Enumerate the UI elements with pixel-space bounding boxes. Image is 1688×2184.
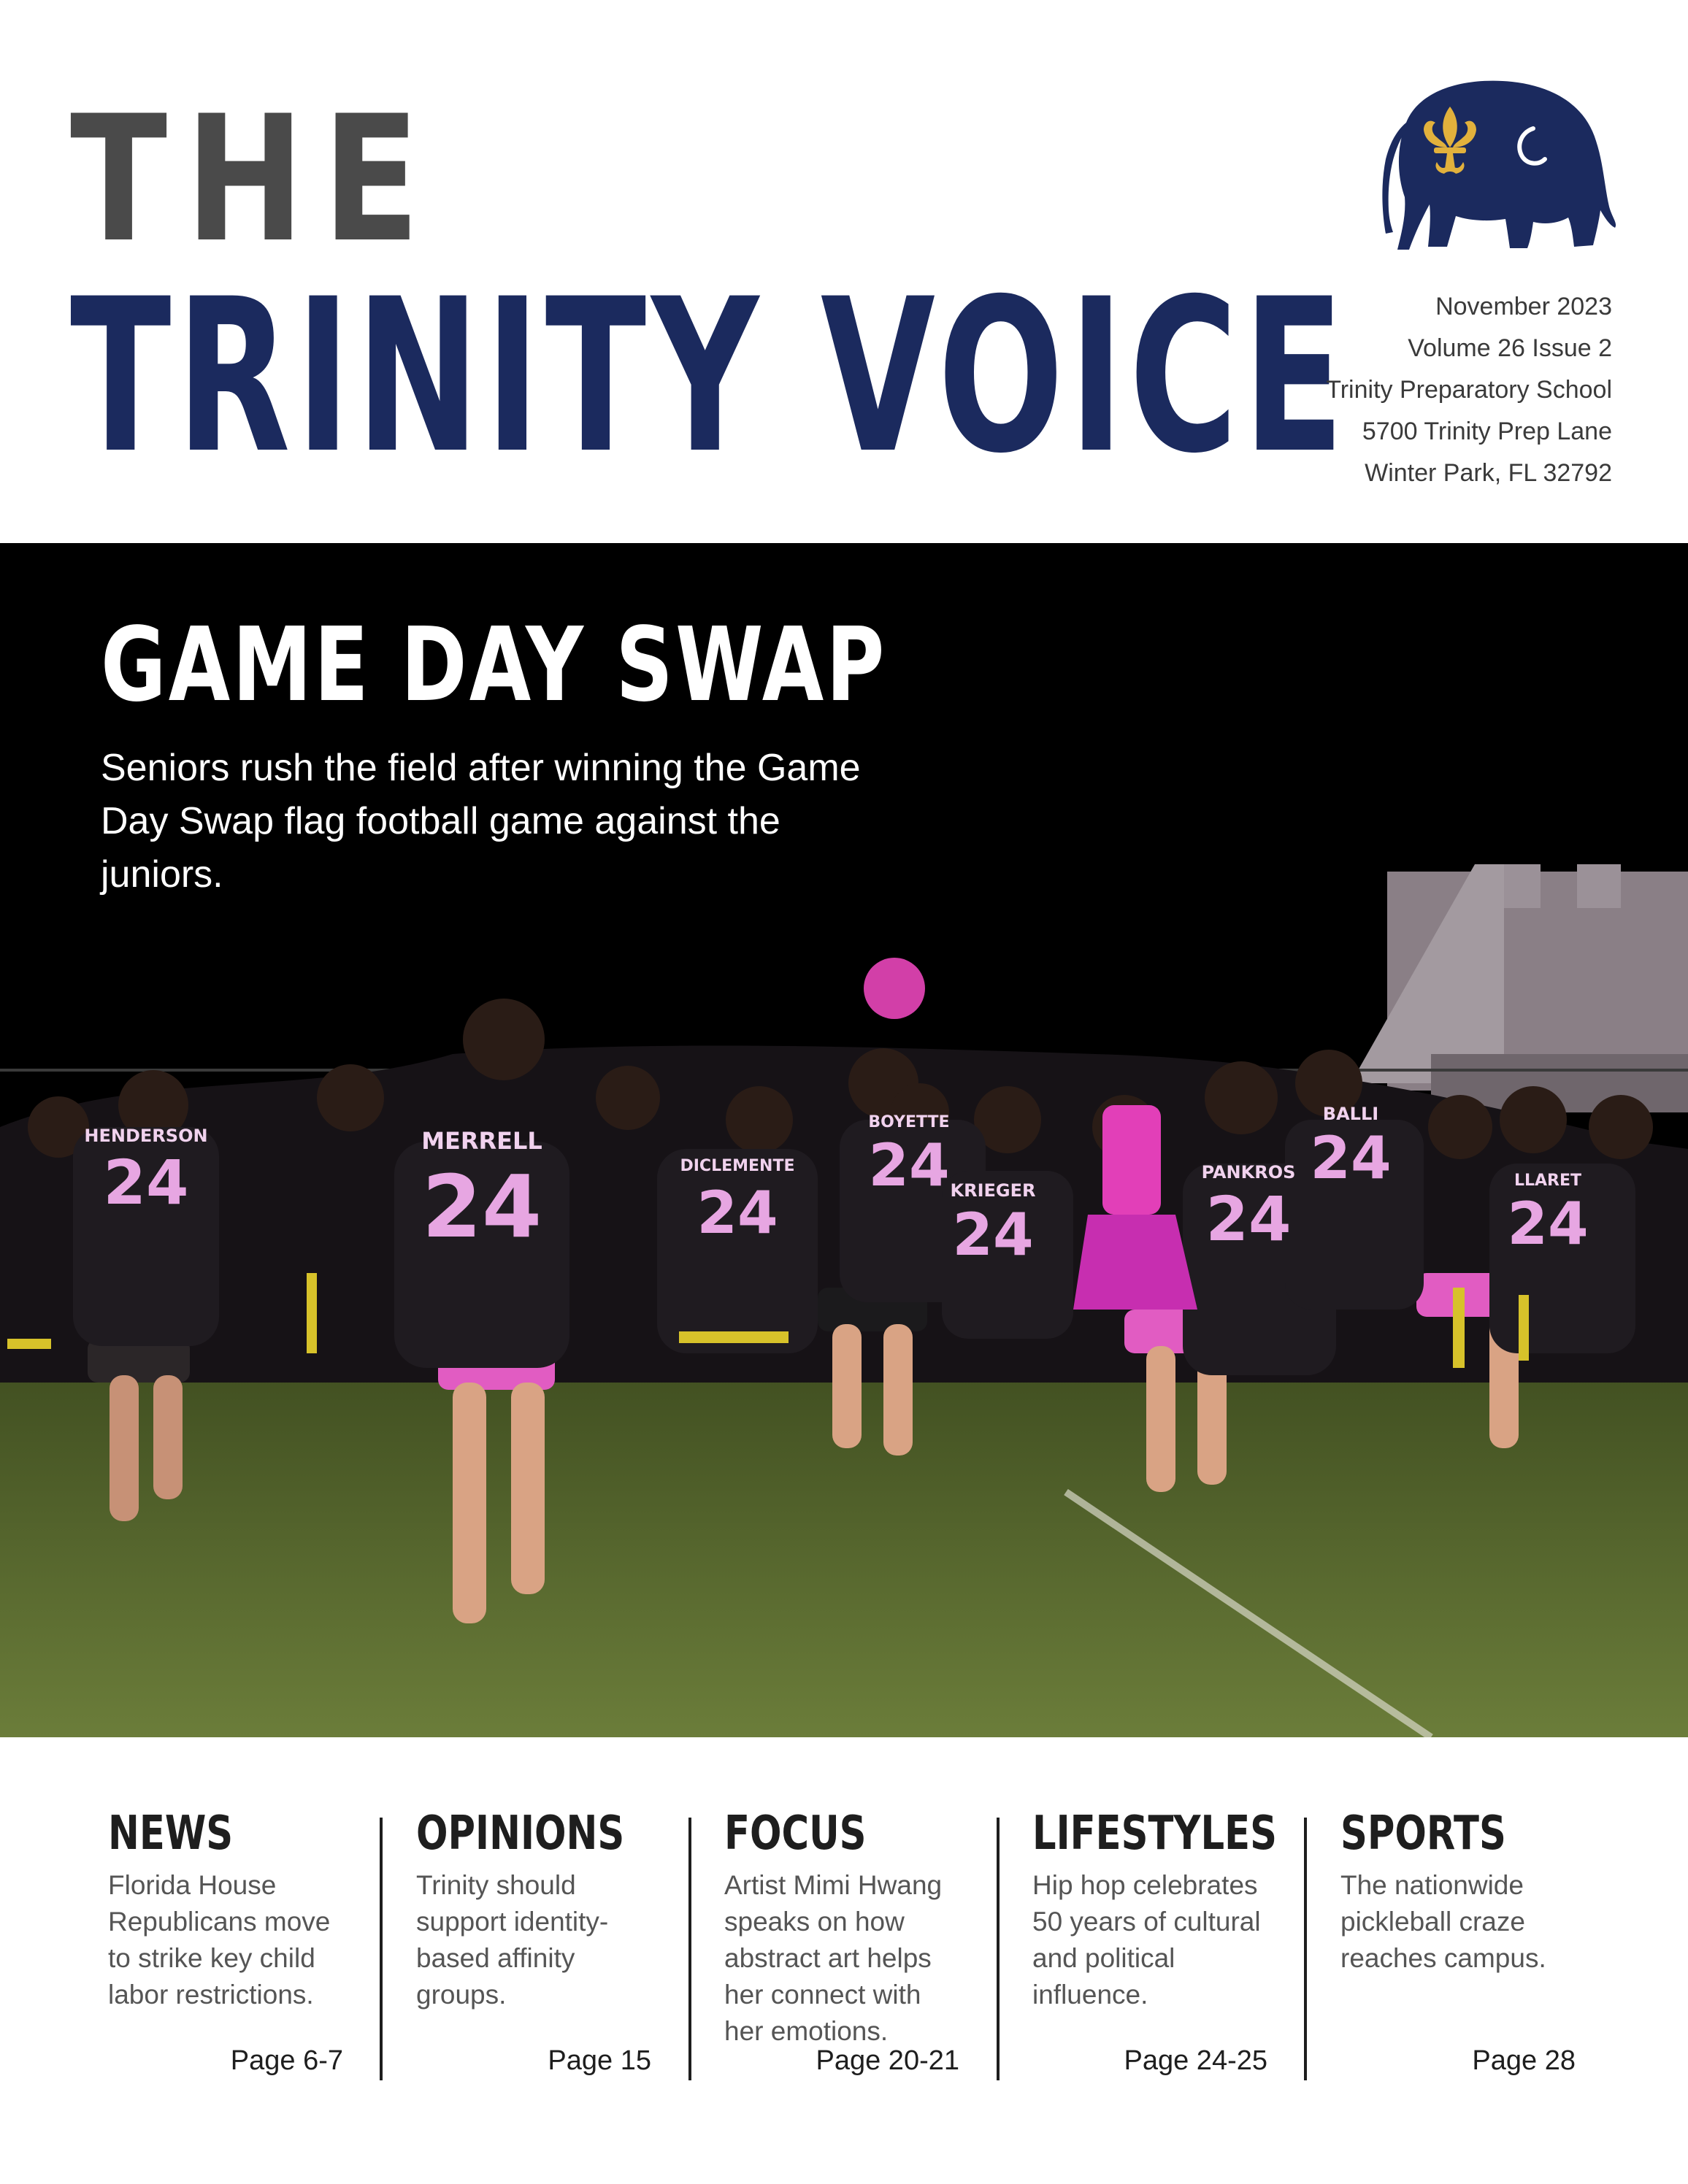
jersey-name: LLARET <box>1514 1172 1582 1190</box>
section-lifestyles[interactable] <box>1032 1807 1277 2088</box>
school-name: Trinity Preparatory School <box>1326 376 1612 404</box>
section-title: OPINIONS <box>416 1807 625 1861</box>
jersey-number: 24 <box>1310 1124 1392 1192</box>
section-title: NEWS <box>108 1807 234 1861</box>
hero-caption: Seniors rush the field after winning the Game Day Swap flag football game against the juniors. <box>101 747 861 896</box>
jersey-number: 24 <box>421 1156 542 1257</box>
section-page: Page 24-25 <box>1124 2045 1267 2076</box>
jersey-name: BOYETTE <box>868 1113 950 1131</box>
stadium-building <box>1351 864 1688 1112</box>
section-title: SPORTS <box>1340 1807 1506 1861</box>
section-page: Page 28 <box>1472 2045 1576 2076</box>
section-index <box>0 1807 1688 2088</box>
jersey-name: MERRELL <box>421 1127 542 1155</box>
school-street: 5700 Trinity Prep Lane <box>1362 418 1612 445</box>
issue-date: November 2023 <box>1435 293 1612 320</box>
jersey-name: BALLI <box>1322 1104 1379 1124</box>
jersey-name: DICLEMENTE <box>680 1157 795 1175</box>
section-divider <box>997 1818 1000 2080</box>
masthead-the: THE <box>70 79 438 281</box>
section-sports[interactable] <box>1340 1807 1581 2088</box>
hero-headline: GAME DAY SWAP <box>101 606 887 725</box>
section-description: Artist Mimi Hwang speaks on how abstract art helps her connect with her emotions. <box>724 1870 943 2046</box>
section-title: FOCUS <box>724 1807 867 1861</box>
section-divider <box>688 1818 691 2080</box>
jersey-name: PANKROS <box>1201 1162 1296 1183</box>
jersey-number: 24 <box>868 1131 950 1199</box>
section-focus[interactable] <box>724 1807 965 2088</box>
section-divider <box>1304 1818 1307 2080</box>
section-news[interactable] <box>108 1807 349 2088</box>
jersey-number: 24 <box>697 1179 778 1247</box>
section-page: Page 15 <box>548 2045 651 2076</box>
jersey-name: HENDERSON <box>84 1126 208 1146</box>
jersey-name: KRIEGER <box>950 1180 1036 1201</box>
pom-pom <box>864 958 925 1019</box>
jersey-number: 24 <box>1205 1183 1292 1255</box>
masthead-title: TRINITY VOICE <box>70 254 1350 500</box>
elephant-body <box>1397 81 1616 250</box>
pink-top <box>1102 1105 1161 1215</box>
issue-info <box>1276 286 1612 494</box>
section-title: LIFESTYLES <box>1032 1807 1277 1861</box>
section-page: Page 6-7 <box>230 2045 343 2076</box>
jersey-number: 24 <box>952 1201 1034 1269</box>
school-city: Winter Park, FL 32792 <box>1365 459 1612 487</box>
section-description: Florida House Republicans move to strike key child labor restrictions. <box>108 1870 331 2010</box>
jersey-number: 24 <box>103 1147 189 1218</box>
elephant-logo-icon <box>1377 72 1618 261</box>
pink-tutu <box>1073 1215 1197 1310</box>
section-opinions[interactable] <box>416 1807 657 2088</box>
section-divider <box>380 1818 383 2080</box>
jersey-number: 24 <box>1507 1190 1589 1258</box>
section-description: Trinity should support identity-based affinity groups. <box>416 1870 609 2010</box>
section-page: Page 20-21 <box>816 2045 959 2076</box>
section-description: The nationwide pickleball craze reaches campus. <box>1340 1870 1546 1973</box>
section-description: Hip hop celebrates 50 years of cultural and political influence. <box>1032 1870 1261 2010</box>
issue-volume: Volume 26 Issue 2 <box>1408 334 1612 362</box>
